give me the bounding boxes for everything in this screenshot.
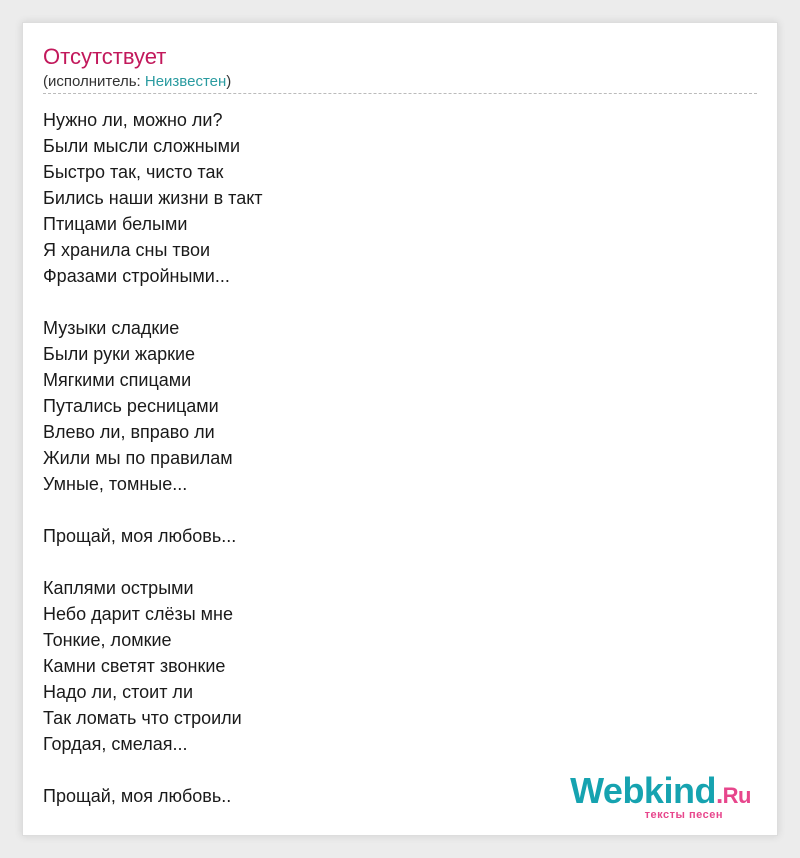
lyric-line: Гордая, смелая... [43, 734, 188, 754]
lyrics-stanza [43, 107, 263, 289]
logo-main-text: Webkind [570, 770, 716, 811]
lyrics-stanza [43, 575, 263, 757]
lyric-line: Музыки сладкие [43, 318, 180, 338]
lyric-line: Умные, томные... [43, 474, 188, 494]
logo-tld: Ru [722, 783, 751, 808]
lyric-line: Небо дарит слёзы мне [43, 604, 233, 624]
artist-line [43, 73, 231, 91]
webkind-logo [570, 772, 751, 821]
lyric-line: Камни светят звонкие [43, 656, 226, 676]
lyric-line: Влево ли, вправо ли [43, 422, 215, 442]
lyric-line: Были руки жаркие [43, 344, 196, 364]
lyrics-stanza [43, 783, 263, 809]
artist-suffix: ) [226, 73, 232, 90]
lyric-line: Я хранила сны твои [43, 240, 211, 260]
lyric-line: Птицами белыми [43, 214, 188, 234]
lyric-line: Прощай, моя любовь... [43, 526, 237, 546]
lyrics-stanza [43, 315, 263, 497]
lyric-line: Прощай, моя любовь.. [43, 786, 232, 806]
lyric-line: Мягкими спицами [43, 370, 192, 390]
lyric-line: Нужно ли, можно ли? [43, 110, 223, 130]
lyric-line: Надо ли, стоит ли [43, 682, 193, 702]
artist-name-link[interactable]: Неизвестен [144, 73, 227, 90]
divider [43, 93, 757, 94]
song-title: Отсутствует [43, 44, 167, 69]
lyric-line: Жили мы по правилам [43, 448, 233, 468]
lyric-line: Бились наши жизни в такт [43, 188, 263, 208]
logo-dot: . [715, 779, 723, 809]
lyric-line: Быстро так, чисто так [43, 162, 224, 182]
lyrics-stanza [43, 523, 263, 549]
lyrics-card [22, 22, 778, 836]
lyric-line: Фразами стройными... [43, 266, 230, 286]
lyric-line: Тонкие, ломкие [43, 630, 172, 650]
lyrics-body [43, 107, 263, 809]
artist-prefix: (исполнитель: [43, 73, 145, 90]
lyric-line: Каплями острыми [43, 578, 194, 598]
lyric-line: Путались ресницами [43, 396, 219, 416]
lyric-line: Были мысли сложными [43, 136, 241, 156]
lyric-line: Так ломать что строили [43, 708, 242, 728]
logo-tagline: тексты песен [644, 809, 723, 821]
